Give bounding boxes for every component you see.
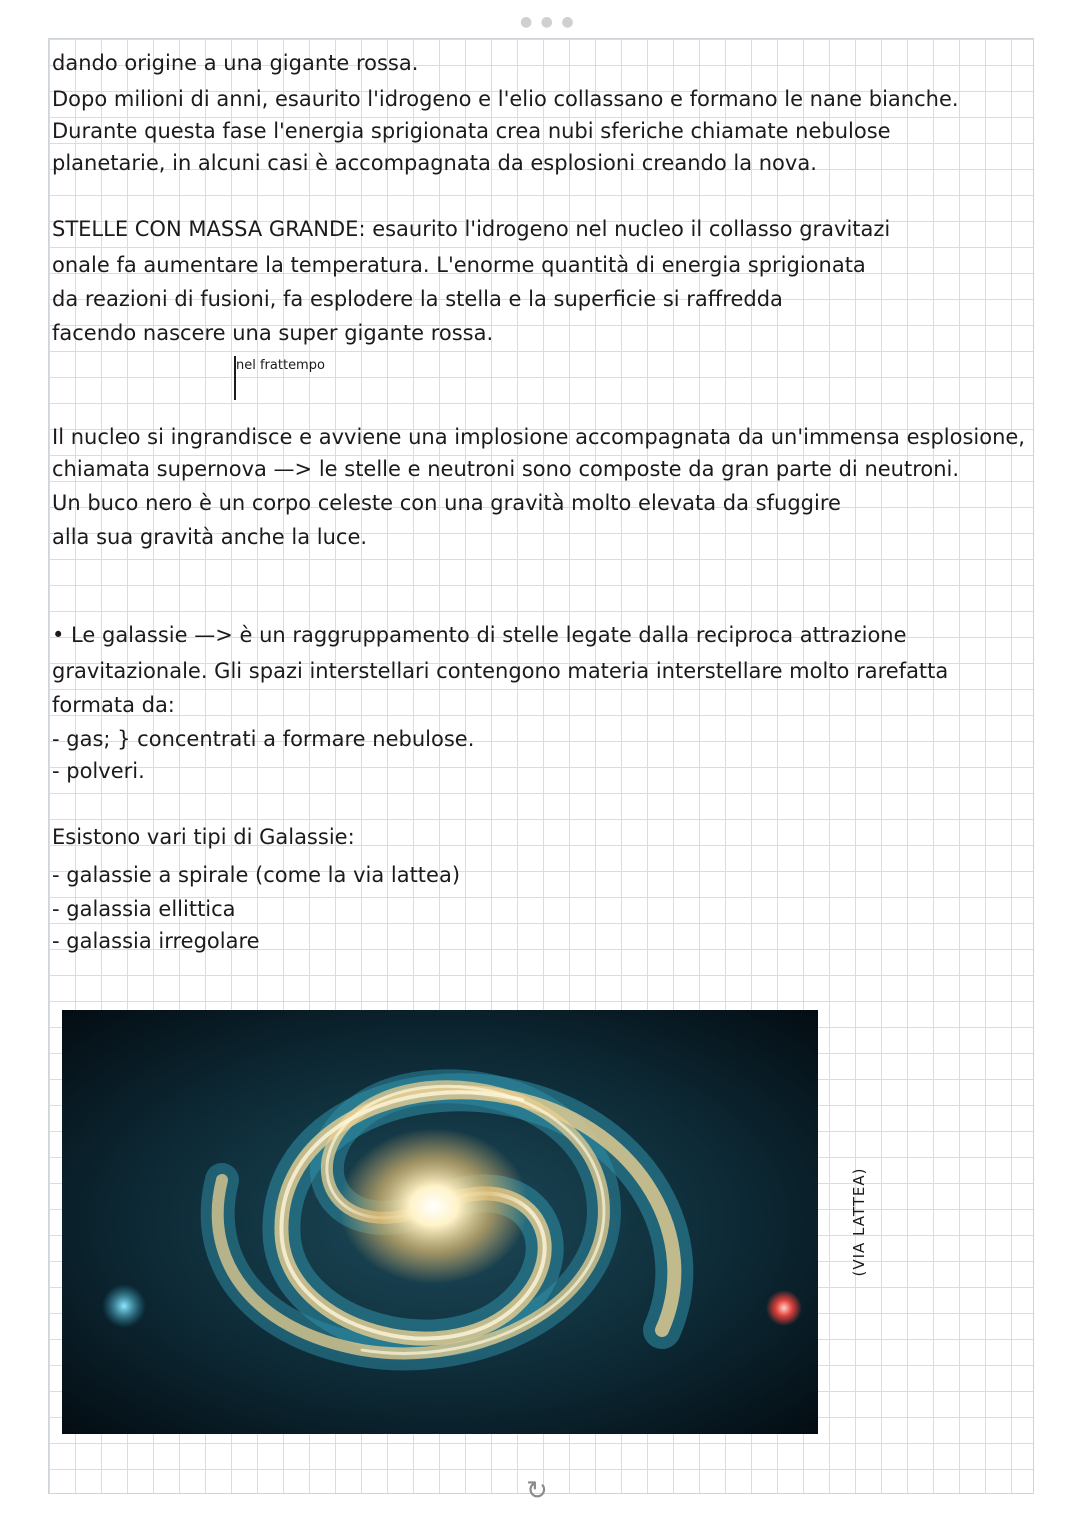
text-line: planetarie, in alcuni casi è accompagnata da esplosioni creando la nova. — [52, 151, 817, 175]
text-line: - gas; } concentrati a formare nebulose. — [52, 727, 475, 751]
refresh-icon[interactable]: ↻ — [526, 1476, 548, 1506]
text-line: - galassia irregolare — [52, 929, 260, 953]
text-line: Il nucleo si ingrandisce e avviene una implosione accompagnata da un'immensa esplosione, — [52, 425, 1025, 449]
text-line: Un buco nero è un corpo celeste con una gravità molto elevata da sfuggire — [52, 491, 841, 515]
text-line: chiamata supernova —> le stelle e neutroni sono composte da gran parte di neutroni. — [52, 457, 960, 481]
text-line: • Le galassie —> è un raggruppamento di stelle legate dalla reciproca attrazione — [52, 623, 907, 647]
text-line: facendo nascere una super gigante rossa. — [52, 321, 494, 345]
text-line: - galassie a spirale (come la via lattea) — [52, 863, 461, 887]
text-line: formata da: — [52, 693, 175, 717]
text-line: Dopo milioni di anni, esaurito l'idrogeno e l'elio collassano e formano le nane bianche. — [52, 87, 959, 111]
image-caption: (VIA LATTEA) — [850, 1167, 868, 1277]
text-line: da reazioni di fusioni, fa esplodere la stella e la superficie si raffredda — [52, 287, 783, 311]
text-line: STELLE CON MASSA GRANDE: esaurito l'idrogeno nel nucleo il collasso gravitazi — [52, 217, 891, 241]
text-line: - galassia ellittica — [52, 897, 236, 921]
page-indicator-dots: ● ● ● — [520, 14, 576, 30]
spiral-galaxy-image — [62, 1010, 818, 1434]
text-line: - polveri. — [52, 759, 145, 783]
text-line: onale fa aumentare la temperatura. L'enorme quantità di energia sprigionata — [52, 253, 866, 277]
text-line: Durante questa fase l'energia sprigionata crea nubi sferiche chiamate nebulose — [52, 119, 891, 143]
text-line: dando origine a una gigante rossa. — [52, 51, 419, 75]
side-note: nel frattempo — [236, 358, 325, 373]
text-line: Esistono vari tipi di Galassie: — [52, 825, 355, 849]
text-line: alla sua gravità anche la luce. — [52, 525, 368, 549]
text-line: gravitazionale. Gli spazi interstellari contengono materia interstellare molto rarefatta — [52, 659, 949, 683]
